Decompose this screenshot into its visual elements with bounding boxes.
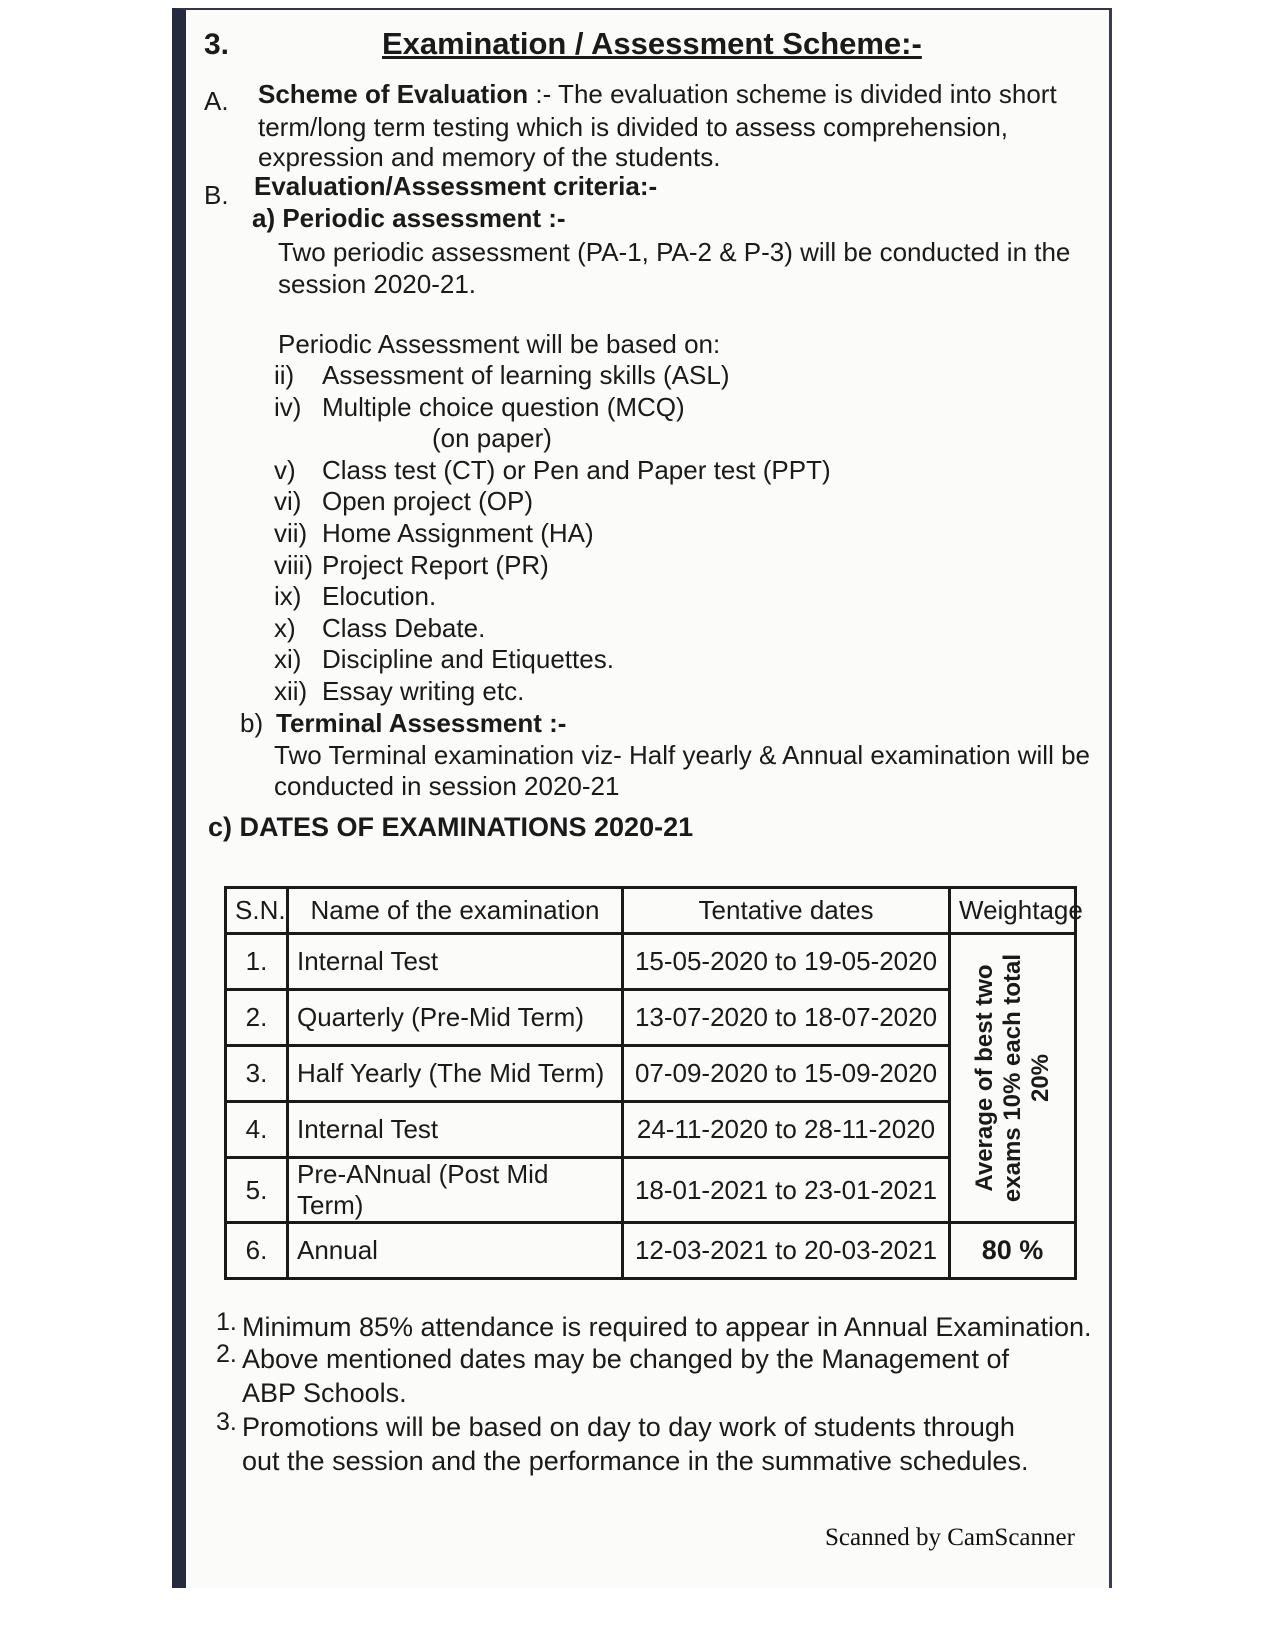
note-text-continued: out the session and the performance in the summative schedules. <box>242 1446 1029 1476</box>
table-row <box>226 1046 1076 1102</box>
cell-sn: 6. <box>226 1223 288 1279</box>
dates-heading: c) DATES OF EXAMINATIONS 2020-21 <box>208 812 694 842</box>
cell-dates: 18-01-2021 to 23-01-2021 <box>623 1158 950 1223</box>
cell-exam-name: Annual <box>288 1223 623 1279</box>
weightage-line: 20% <box>1026 1053 1054 1103</box>
page-title: Examination / Assessment Scheme:- <box>382 26 922 61</box>
criteria-item-text: Home Assignment (HA) <box>322 518 594 548</box>
scanner-watermark: Scanned by CamScanner <box>825 1524 1075 1551</box>
criteria-item-text: Class Debate. <box>322 612 486 643</box>
criteria-item-number: xii) <box>274 676 308 706</box>
cell-weightage-annual: 80 % <box>950 1223 1076 1279</box>
criteria-item-number: x) <box>274 612 296 643</box>
table-row <box>226 1102 1076 1158</box>
cell-dates: 24-11-2020 to 28-11-2020 <box>623 1102 950 1158</box>
cell-dates: 15-05-2020 to 19-05-2020 <box>623 934 950 990</box>
part-b-marker: B. <box>204 180 229 210</box>
cell-exam-name: Internal Test <box>288 934 623 990</box>
cell-exam-name: Pre-ANnual (Post Mid Term) <box>288 1158 623 1223</box>
header-name: Name of the examination <box>288 888 623 934</box>
part-b-heading: Evaluation/Assessment criteria:- <box>254 171 658 201</box>
header-weightage: Weightage <box>950 888 1076 934</box>
criteria-item <box>274 675 524 708</box>
terminal-label: Terminal Assessment :- <box>276 708 567 738</box>
header-sn: S.N. <box>226 888 288 934</box>
criteria-item <box>274 517 594 550</box>
cell-sn: 1. <box>226 934 288 990</box>
note-number: 2. <box>216 1340 237 1368</box>
criteria-item <box>274 359 729 392</box>
criteria-item-text: (on paper) <box>432 423 552 454</box>
periodic-line1: Two periodic assessment (PA-1, PA-2 & P-3) will be conducted in the <box>278 237 1071 267</box>
criteria-item <box>274 391 685 424</box>
table-row <box>226 1223 1076 1279</box>
criteria-item-text: Elocution. <box>322 581 437 612</box>
part-a-line2: term/long term testing which is divided to assess comprehension, <box>258 112 1009 142</box>
cell-dates: 13-07-2020 to 18-07-2020 <box>623 990 950 1046</box>
cell-sn: 3. <box>226 1046 288 1102</box>
criteria-item-number: viii) <box>274 549 313 580</box>
cell-exam-name: Internal Test <box>288 1102 623 1158</box>
cell-exam-name: Quarterly (Pre-Mid Term) <box>288 990 623 1046</box>
table-row <box>226 934 1076 990</box>
part-a-heading: Scheme of Evaluation <box>258 79 529 109</box>
criteria-item-text: Open project (OP) <box>322 486 533 517</box>
periodic-label: a) Periodic assessment :- <box>252 203 566 233</box>
criteria-item <box>274 612 485 645</box>
criteria-item-number: iv) <box>274 391 302 422</box>
note-text: Above mentioned dates may be changed by the Management of <box>242 1344 1010 1374</box>
terminal-line1: Two Terminal examination viz- Half yearly & Annual examination will be <box>274 740 1091 770</box>
note-number: 3. <box>216 1408 237 1436</box>
exam-dates-table <box>224 886 1083 1280</box>
note-text: Promotions will be based on day to day work of students through <box>242 1412 1015 1442</box>
criteria-item-number: ii) <box>274 360 295 390</box>
note-text: Minimum 85% attendance is required to appear in Annual Examination. <box>242 1312 1092 1342</box>
criteria-item-number: vii) <box>274 518 308 548</box>
note-text-continued: ABP Schools. <box>242 1378 407 1408</box>
terminal-line2: conducted in session 2020-21 <box>274 771 620 801</box>
part-a-text: :- The evaluation scheme is divided into short <box>535 79 1057 109</box>
part-a-line1 <box>258 78 1057 111</box>
criteria-item-text: Class test (CT) or Pen and Paper test (PPT) <box>322 454 831 485</box>
criteria-item <box>274 454 831 487</box>
part-a-marker: A. <box>204 86 229 116</box>
cell-exam-name: Half Yearly (The Mid Term) <box>288 1046 623 1102</box>
table-row <box>226 990 1076 1046</box>
part-a-line3: expression and memory of the students. <box>258 142 721 172</box>
criteria-item-number: vi) <box>274 486 302 517</box>
table-row <box>226 1158 1076 1223</box>
weightage-line: Average of best two <box>970 964 998 1192</box>
criteria-item <box>274 549 549 582</box>
section-number: 3. <box>204 28 230 61</box>
criteria-item-text: Essay writing etc. <box>322 676 525 706</box>
criteria-item-number: v) <box>274 454 296 485</box>
criteria-item-text: Discipline and Etiquettes. <box>322 644 614 675</box>
cell-dates: 12-03-2021 to 20-03-2021 <box>623 1223 950 1279</box>
cell-sn: 4. <box>226 1102 288 1158</box>
weightage-line: exams 10% each total <box>998 953 1026 1203</box>
periodic-line2: session 2020-21. <box>278 269 477 299</box>
cell-weightage-shared <box>950 934 1076 1223</box>
criteria-item-text: Multiple choice question (MCQ) <box>322 391 685 422</box>
cell-dates: 07-09-2020 to 15-09-2020 <box>623 1046 950 1102</box>
cell-sn: 5. <box>226 1158 288 1223</box>
header-dates: Tentative dates <box>623 888 950 934</box>
document-page <box>172 8 1112 1588</box>
criteria-item <box>274 485 533 518</box>
note-number: 1. <box>216 1308 237 1336</box>
criteria-item <box>274 422 552 455</box>
criteria-item-number: xi) <box>274 644 302 675</box>
criteria-item-text: Assessment of learning skills (ASL) <box>322 360 730 390</box>
cell-sn: 2. <box>226 990 288 1046</box>
criteria-item <box>274 580 436 613</box>
weightage-rotated-text <box>971 938 1055 1218</box>
criteria-item <box>274 643 614 676</box>
criteria-item-text: Project Report (PR) <box>322 549 549 580</box>
criteria-item-number: ix) <box>274 581 302 612</box>
terminal-marker: b) <box>240 708 264 738</box>
periodic-based-on: Periodic Assessment will be based on: <box>278 329 721 359</box>
table-header-row <box>226 888 1076 934</box>
